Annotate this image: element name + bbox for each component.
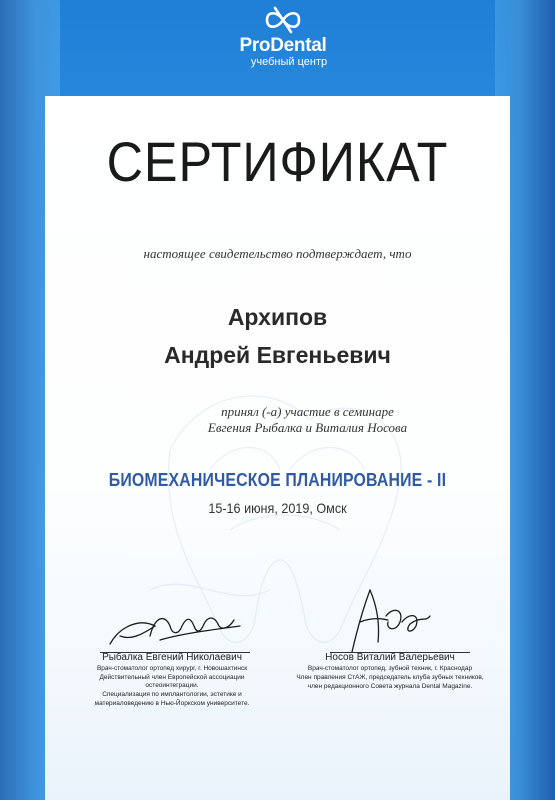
- logo-brand-text: ProDental: [239, 35, 327, 56]
- recipient-given-names: Андрей Евгеньевич: [164, 342, 391, 368]
- recipient-surname: Архипов: [227, 304, 328, 330]
- signatory-left: [72, 652, 272, 708]
- signatory-right-desc-3: член редакционного Совета журнала Dental Magazine.: [307, 683, 473, 690]
- signatory-right: [290, 652, 490, 691]
- signatory-left-desc-2: Действительный член Европейской ассоциации остеоинтеграции.: [99, 674, 245, 689]
- signature-left: [100, 596, 250, 656]
- participation-text: [45, 404, 510, 436]
- signatory-right-name: Носов Виталий Валерьевич: [325, 652, 455, 663]
- logo-subtitle: учебный центр: [250, 56, 328, 68]
- seminar-title: БИОМЕХАНИЧЕСКОЕ ПЛАНИРОВАНИЕ - II: [108, 470, 447, 490]
- prodental-logo: [228, 5, 338, 75]
- signatory-left-desc-4: материаловедению в Нью-Йоркском университете.: [94, 700, 250, 707]
- signatory-left-desc-1: Врач-стоматолог ортопед хирург, г. Новошахтинск: [96, 665, 248, 672]
- seminar-date-place: 15-16 июня, 2019, Омск: [208, 500, 347, 516]
- participation-line-1: принял (-а) участие в семинаре: [221, 404, 394, 419]
- infinity-tooth-icon: [261, 5, 305, 35]
- signatory-left-desc-3: Специализация по имплантологии, эстетике и: [102, 691, 242, 698]
- certificate-title: СЕРТИФИКАТ: [106, 130, 449, 193]
- signatory-right-desc-1: Врач-стоматолог ортопед, зубной техник, г. Краснодар: [307, 665, 473, 672]
- signatory-right-desc-2: Член правления СтАЖ, председатель клуба зубных техников,: [296, 674, 484, 681]
- signatory-left-name: Рыбалка Евгений Николаевич: [102, 652, 242, 663]
- signature-right: [330, 582, 440, 660]
- participation-line-2: Евгения Рыбалка и Виталия Носова: [207, 420, 408, 435]
- certificate-intro: настоящее свидетельство подтверждает, что: [143, 246, 412, 261]
